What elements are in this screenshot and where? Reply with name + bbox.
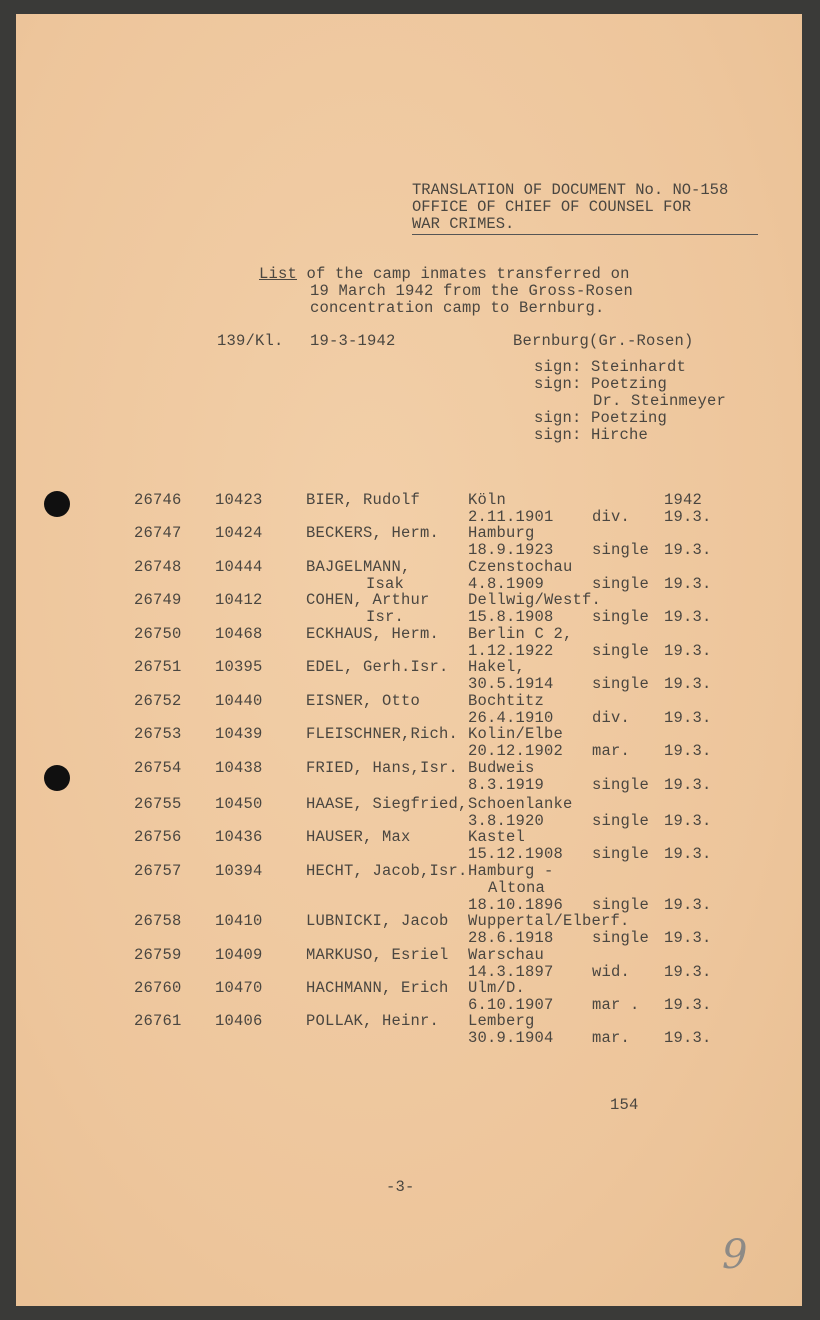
marital-status: single	[592, 541, 650, 559]
signature-poetzing-2: sign: Poetzing	[534, 409, 668, 427]
inmate-name: HAUSER, Max	[306, 828, 411, 846]
marital-status: single	[592, 575, 650, 593]
transfer-date: 19.3.	[664, 742, 712, 760]
date-of-birth: 18.10.1896	[468, 896, 564, 914]
birthplace: Kolin/Elbe	[468, 725, 564, 743]
translation-header	[412, 182, 758, 233]
inmate-name: MARKUSO, Esriel	[306, 946, 449, 964]
marital-status: single	[592, 675, 650, 693]
table-row	[16, 913, 802, 947]
intro-line-1: of the camp inmates transferred on	[297, 265, 630, 283]
inmate-name: HAASE, Siegfried,	[306, 795, 468, 813]
prisoner-number: 26751	[134, 658, 182, 676]
header-line-1: TRANSLATION OF DOCUMENT No. NO-158	[412, 181, 729, 199]
camp-number: 10406	[215, 1012, 263, 1030]
date-of-birth: 30.5.1914	[468, 675, 554, 693]
handwritten-mark: 9	[722, 1232, 748, 1278]
marital-status: div.	[592, 709, 631, 727]
prisoner-number: 26754	[134, 759, 182, 777]
header-line-3: WAR CRIMES.	[412, 215, 515, 233]
camp-number: 10412	[215, 591, 263, 609]
marital-status: single	[592, 608, 650, 626]
camp-number: 10424	[215, 524, 263, 542]
table-row	[16, 659, 802, 693]
marital-status: mar.	[592, 742, 631, 760]
inmate-name: ECKHAUS, Herm.	[306, 625, 440, 643]
signature-steinhardt: sign: Steinhardt	[534, 358, 687, 376]
table-row	[16, 726, 802, 760]
header-line-2: OFFICE OF CHIEF OF COUNSEL FOR	[412, 198, 692, 216]
camp-number: 10410	[215, 912, 263, 930]
marital-status: single	[592, 812, 650, 830]
table-row	[16, 760, 802, 794]
prisoner-number: 26760	[134, 979, 182, 997]
camp-number: 10468	[215, 625, 263, 643]
table-row	[16, 626, 802, 660]
inmate-name: BECKERS, Herm.	[306, 524, 440, 542]
date-of-birth: 15.12.1908	[468, 845, 564, 863]
birthplace: Hamburg	[468, 524, 535, 542]
date-of-birth: 3.8.1920	[468, 812, 545, 830]
camp-number: 10395	[215, 658, 263, 676]
transfer-date: 19.3.	[664, 896, 712, 914]
transfer-date: 19.3.	[664, 608, 712, 626]
marital-status: single	[592, 776, 650, 794]
prisoner-number: 26746	[134, 491, 182, 509]
table-row	[16, 1013, 802, 1047]
date-of-birth: 20.12.1902	[468, 742, 564, 760]
birthplace: Schoenlanke	[468, 795, 573, 813]
birthplace: Hakel,	[468, 658, 526, 676]
table-row	[16, 862, 802, 914]
inmate-name-continued: Isak	[366, 575, 405, 593]
birthplace: Köln	[468, 491, 507, 509]
marital-status: single	[592, 929, 650, 947]
intro-line-2: 19 March 1942 from the Gross-Rosen	[310, 282, 634, 300]
prisoner-number: 26758	[134, 912, 182, 930]
table-row	[16, 947, 802, 981]
prisoner-number: 26750	[134, 625, 182, 643]
table-row	[16, 980, 802, 1014]
prisoner-number: 26755	[134, 795, 182, 813]
transfer-date: 19.3.	[664, 963, 712, 981]
table-row	[16, 592, 802, 626]
marital-status: single	[592, 642, 650, 660]
marital-status: mar .	[592, 996, 640, 1014]
marital-status: wid.	[592, 963, 631, 981]
birthplace: Czenstochau	[468, 558, 573, 576]
header-rule	[412, 234, 758, 235]
camp-number: 10409	[215, 946, 263, 964]
date-of-birth: 8.3.1919	[468, 776, 545, 794]
date-of-birth: 28.6.1918	[468, 929, 554, 947]
birthplace: Hamburg -	[468, 862, 554, 880]
inmate-name: HECHT, Jacob,Isr.	[306, 862, 468, 880]
table-row	[16, 525, 802, 559]
camp-number: 10440	[215, 692, 263, 710]
signature-poetzing-1: sign: Poetzing	[534, 375, 668, 393]
signature-hirche: sign: Hirche	[534, 426, 649, 444]
birthplace: Lemberg	[468, 1012, 535, 1030]
inmate-name: FLEISCHNER,Rich.	[306, 725, 459, 743]
prisoner-number: 26749	[134, 591, 182, 609]
birthplace: Wuppertal/Elberf.	[468, 912, 630, 930]
inmate-name: POLLAK, Heinr.	[306, 1012, 440, 1030]
transfer-date: 19.3.	[664, 929, 712, 947]
inmate-name: HACHMANN, Erich	[306, 979, 449, 997]
camp-number: 10450	[215, 795, 263, 813]
transfer-date: 19.3.	[664, 508, 712, 526]
date-of-birth: 15.8.1908	[468, 608, 554, 626]
camp-number: 10444	[215, 558, 263, 576]
document-page	[16, 14, 802, 1306]
intro-line-3: concentration camp to Bernburg.	[310, 299, 605, 317]
transfer-date: 19.3.	[664, 1029, 712, 1047]
camp-number: 10423	[215, 491, 263, 509]
list-word: List	[259, 265, 298, 283]
camp-number: 10439	[215, 725, 263, 743]
prisoner-number: 26748	[134, 558, 182, 576]
prisoner-number: 26747	[134, 524, 182, 542]
inmate-name: BAJGELMANN,	[306, 558, 411, 576]
birthplace: Kastel	[468, 828, 526, 846]
year-label: 1942	[664, 491, 703, 509]
transfer-date: 19.3.	[664, 675, 712, 693]
inmate-name: COHEN, Arthur	[306, 591, 430, 609]
transfer-date: 19.3.	[664, 996, 712, 1014]
page-number: 154	[610, 1096, 639, 1114]
prisoner-number: 26756	[134, 828, 182, 846]
transfer-date: 19.3.	[664, 709, 712, 727]
inmate-name: FRIED, Hans,Isr.	[306, 759, 459, 777]
date-of-birth: 1.12.1922	[468, 642, 554, 660]
birthplace: Ulm/D.	[468, 979, 526, 997]
marital-status: div.	[592, 508, 631, 526]
marital-status: mar.	[592, 1029, 631, 1047]
birthplace: Warschau	[468, 946, 545, 964]
table-row	[16, 492, 802, 526]
inmate-name: LUBNICKI, Jacob	[306, 912, 449, 930]
prisoner-number: 26757	[134, 862, 182, 880]
reference-date: 19-3-1942	[310, 332, 396, 350]
marital-status: single	[592, 896, 650, 914]
prisoner-number: 26753	[134, 725, 182, 743]
marital-status: single	[592, 845, 650, 863]
prisoner-number: 26752	[134, 692, 182, 710]
reference-number: 139/Kl.	[217, 332, 284, 350]
inmate-name: BIER, Rudolf	[306, 491, 421, 509]
birthplace: Bochtitz	[468, 692, 545, 710]
reference-place: Bernburg(Gr.-Rosen)	[513, 332, 694, 350]
date-of-birth: 14.3.1897	[468, 963, 554, 981]
prisoner-number: 26761	[134, 1012, 182, 1030]
transfer-date: 19.3.	[664, 642, 712, 660]
transfer-date: 19.3.	[664, 575, 712, 593]
transfer-date: 19.3.	[664, 776, 712, 794]
prisoner-number: 26759	[134, 946, 182, 964]
transfer-date: 19.3.	[664, 812, 712, 830]
inmate-name: EISNER, Otto	[306, 692, 421, 710]
page-footer: -3-	[386, 1178, 415, 1196]
date-of-birth: 26.4.1910	[468, 709, 554, 727]
birthplace: Berlin C 2,	[468, 625, 573, 643]
birthplace: Dellwig/Westf.	[468, 591, 602, 609]
transfer-date: 19.3.	[664, 845, 712, 863]
table-row	[16, 829, 802, 863]
birthplace: Budweis	[468, 759, 535, 777]
inmate-name: EDEL, Gerh.Isr.	[306, 658, 449, 676]
transfer-date: 19.3.	[664, 541, 712, 559]
date-of-birth: 6.10.1907	[468, 996, 554, 1014]
signature-steinmeyer: Dr. Steinmeyer	[593, 392, 727, 410]
inmate-name-continued: Isr.	[366, 608, 405, 626]
camp-number: 10470	[215, 979, 263, 997]
date-of-birth: 2.11.1901	[468, 508, 554, 526]
camp-number: 10436	[215, 828, 263, 846]
table-row	[16, 559, 802, 593]
birthplace-continued: Altona	[488, 879, 546, 897]
camp-number: 10438	[215, 759, 263, 777]
table-row	[16, 796, 802, 830]
table-row	[16, 693, 802, 727]
camp-number: 10394	[215, 862, 263, 880]
date-of-birth: 4.8.1909	[468, 575, 545, 593]
date-of-birth: 30.9.1904	[468, 1029, 554, 1047]
date-of-birth: 18.9.1923	[468, 541, 554, 559]
